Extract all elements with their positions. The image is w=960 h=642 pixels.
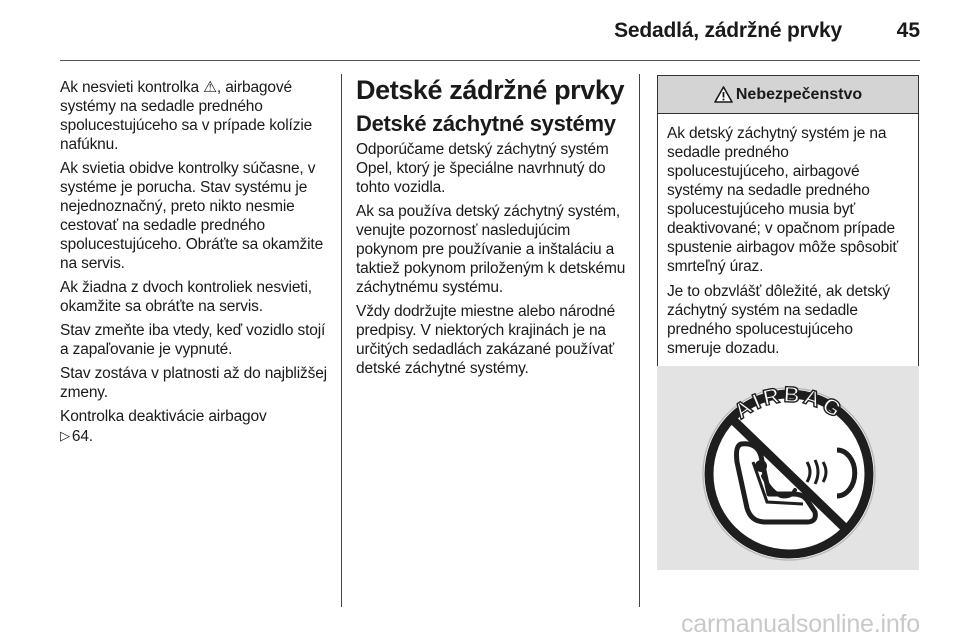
danger-box-header bbox=[658, 76, 918, 114]
page-number: 45 bbox=[896, 19, 920, 42]
danger-box bbox=[657, 75, 919, 367]
danger-box-title: Nebezpečenstvo bbox=[735, 85, 863, 103]
paragraph: Stav zostáva v platnosti až do najbližšej zmeny. bbox=[60, 365, 327, 401]
danger-box-body bbox=[658, 114, 918, 366]
column-divider-left bbox=[341, 74, 342, 607]
header-divider bbox=[60, 60, 920, 61]
watermark-url: carmanualsonline.info bbox=[680, 610, 920, 638]
airbag-warning-figure bbox=[657, 366, 919, 570]
page-reference-arrow-icon: ▷ bbox=[60, 428, 70, 443]
warning-triangle-icon bbox=[714, 86, 733, 103]
paragraph: Ak detský záchytný systém je na sedadle predného spolucestujúceho, airbagové systémy na sedadle predného spolucestujúceho musia byť deaktivované; v opačnom prípade spustenie airbagov môže spôsobiť smrteľný úraz. bbox=[667, 125, 899, 275]
figure-label: AIRBAG bbox=[729, 381, 849, 424]
reference-label: Kontrolka deaktivácie airbagov bbox=[60, 408, 267, 425]
section-heading: Detské zádržné prvky bbox=[356, 75, 625, 105]
subsection-heading: Detské záchytné systémy bbox=[356, 111, 616, 136]
paragraph: Je to obzvlášť dôležité, ak detský záchytný systém na sedadle predného spolucestujúceho smeruje dozadu. bbox=[667, 283, 890, 357]
column-divider-right bbox=[639, 74, 640, 607]
right-column bbox=[657, 75, 919, 367]
page-title: Sedadlá, zádržné prvky bbox=[614, 19, 842, 42]
no-child-seat-airbag-icon bbox=[657, 366, 919, 570]
paragraph: Ak sa používa detský záchytný systém, venujte pozornosť nasledujúcim pokynom pre používanie a inštaláciu a taktiež pokynom priloženým k detskému záchytnému systému. bbox=[356, 203, 626, 296]
paragraph: Ak nesvieti kontrolka ⚠, airbagové systémy na sedadle predného spolucestujúceho sa v prípade kolízie nafúknu. bbox=[60, 79, 313, 153]
paragraph: Vždy dodržujte miestne alebo národné predpisy. V niektorých krajinách je na určitých sedadlách zakázané používať detské záchytné systémy. bbox=[356, 303, 616, 377]
paragraph: Odporúčame detský záchytný systém Opel, ktorý je špeciálne navrhnutý do tohto vozidla. bbox=[356, 141, 609, 196]
paragraph: Stav zmeňte iba vtedy, keď vozidlo stojí a zapaľovanie je vypnuté. bbox=[60, 322, 326, 358]
left-column bbox=[60, 78, 332, 451]
paragraph bbox=[60, 407, 332, 446]
paragraph: Ak svietia obidve kontrolky súčasne, v systéme je porucha. Stav systému je nejednoznačný, preto nikto nesmie cestovať na sedadle predného spolucestujúceho. Obráťte sa okamžite na servis. bbox=[60, 160, 324, 272]
paragraph: Ak žiadna z dvoch kontroliek nesvieti, okamžite sa obráťte na servis. bbox=[60, 279, 312, 315]
page-reference[interactable]: 64. bbox=[71, 428, 93, 445]
middle-column bbox=[356, 74, 628, 383]
